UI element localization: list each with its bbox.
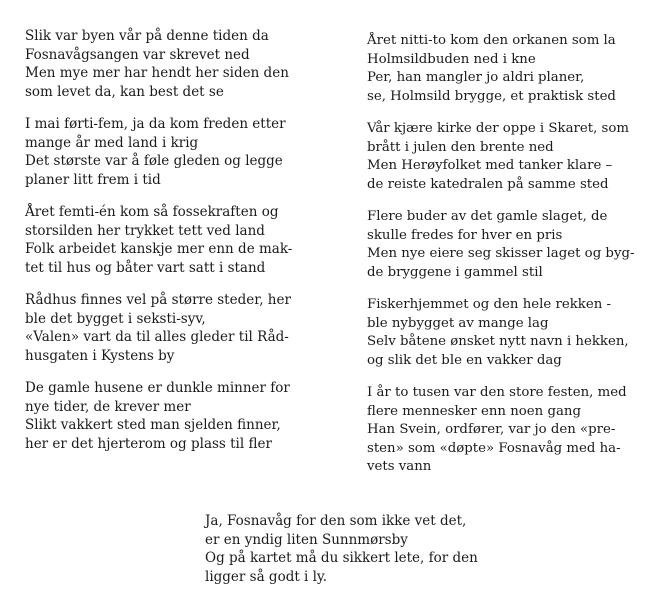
verse-line: Og på kartet må du sikkert lete, for den xyxy=(205,550,478,566)
stanza xyxy=(367,296,637,370)
verse-line: I år to tusen var den store festen, med xyxy=(367,385,627,400)
verse-line: mange år med land i krig xyxy=(25,134,199,151)
stanza xyxy=(205,512,525,586)
verse-line: brått i julen den brente ned xyxy=(367,139,554,155)
verse-line: Slik var byen vår på denne tiden da xyxy=(25,28,269,44)
verse-line: som levet da, kan best det se xyxy=(25,83,224,100)
verse-line: ble det bygget i seksti-syv, xyxy=(25,310,206,327)
verse-line: nye tider, de krever mer xyxy=(25,398,191,415)
verse-line: husgaten i Kystens by xyxy=(25,347,175,364)
verse-line: Fosnavågsangen var skrevet ned xyxy=(25,46,250,63)
verse-line: Men Herøyfolket med tanker klare – xyxy=(367,158,613,173)
verse-line: Året nitti-to kom den orkanen som la xyxy=(367,33,616,48)
verse-line: I mai førti-fem, ja da kom freden etter xyxy=(25,116,286,132)
verse-line: «Valen» vart da til alles gleder til Råd- xyxy=(25,329,289,345)
verse-line: Men mye mer har hendt her siden den xyxy=(25,65,289,81)
verse-line: Flere buder av det gamle slaget, de xyxy=(367,209,608,224)
verse-line: skulle fredes for hver en pris xyxy=(367,227,563,243)
verse-line: flere mennesker enn noen gang xyxy=(367,403,581,419)
stanza xyxy=(367,208,637,282)
closing-stanza xyxy=(205,512,525,586)
verse-line: Rådhus finnes vel på større steder, her xyxy=(25,292,291,308)
verse-line: storsilden her trykket tett ved land xyxy=(25,222,265,239)
verse-line: og slik det ble en vakker dag xyxy=(367,352,562,368)
verse-line: vets vann xyxy=(367,459,432,474)
verse-line: Vår kjære kirke der oppe i Skaret, som xyxy=(367,121,629,136)
verse-line: De gamle husene er dunkle minner for xyxy=(25,380,290,396)
verse-line: Fiskerhjemmet og den hele rekken - xyxy=(367,297,611,312)
verse-line: sten» som «døpte» Fosnavåg med ha- xyxy=(367,440,621,456)
stanza xyxy=(25,27,325,101)
verse-line: Per, han mangler jo aldri planer, xyxy=(367,70,585,85)
verse-line: Slikt vakkert sted man sjelden finner, xyxy=(25,417,281,433)
verse-line: her er det hjerterom og plass til fler xyxy=(25,435,272,452)
stanza xyxy=(367,384,637,477)
verse-line: Folk arbeidet kanskje mer enn de mak- xyxy=(25,241,293,257)
verse-line: Men nye eiere seg skisser laget og byg- xyxy=(367,246,635,261)
verse-line: er en yndig liten Sunnmørsby xyxy=(205,531,408,548)
stanza xyxy=(25,379,325,453)
verse-line: Året femti-én kom så fossekraften og xyxy=(25,204,279,220)
stanza xyxy=(367,120,637,194)
verse-line: Det største var å føle gleden og legge xyxy=(25,153,283,169)
verse-line: planer litt frem i tid xyxy=(25,171,161,188)
stanza xyxy=(25,291,325,365)
left-column xyxy=(25,27,325,453)
stanza xyxy=(367,32,637,106)
verse-line: Holmsildbuden ned i kne xyxy=(367,51,536,67)
stanza xyxy=(25,203,325,277)
verse-line: tet til hus og båter vart satt i stand xyxy=(25,259,266,276)
verse-line: ble nybygget av mange lag xyxy=(367,315,549,331)
stanza xyxy=(25,115,325,189)
verse-line: Ja, Fosnavåg for den som ikke vet det, xyxy=(205,513,467,529)
right-column xyxy=(367,32,637,477)
verse-line: Han Svein, ordfører, var jo den «pre- xyxy=(367,422,616,437)
verse-line: Selv båtene ønsket nytt navn i hekken, xyxy=(367,334,629,349)
verse-line: de bryggene i gammel stil xyxy=(367,264,543,280)
verse-line: de reiste katedralen på samme sted xyxy=(367,176,609,192)
verse-line: se, Holmsild brygge, et praktisk sted xyxy=(367,88,616,104)
verse-line: ligger så godt i ly. xyxy=(205,568,328,585)
